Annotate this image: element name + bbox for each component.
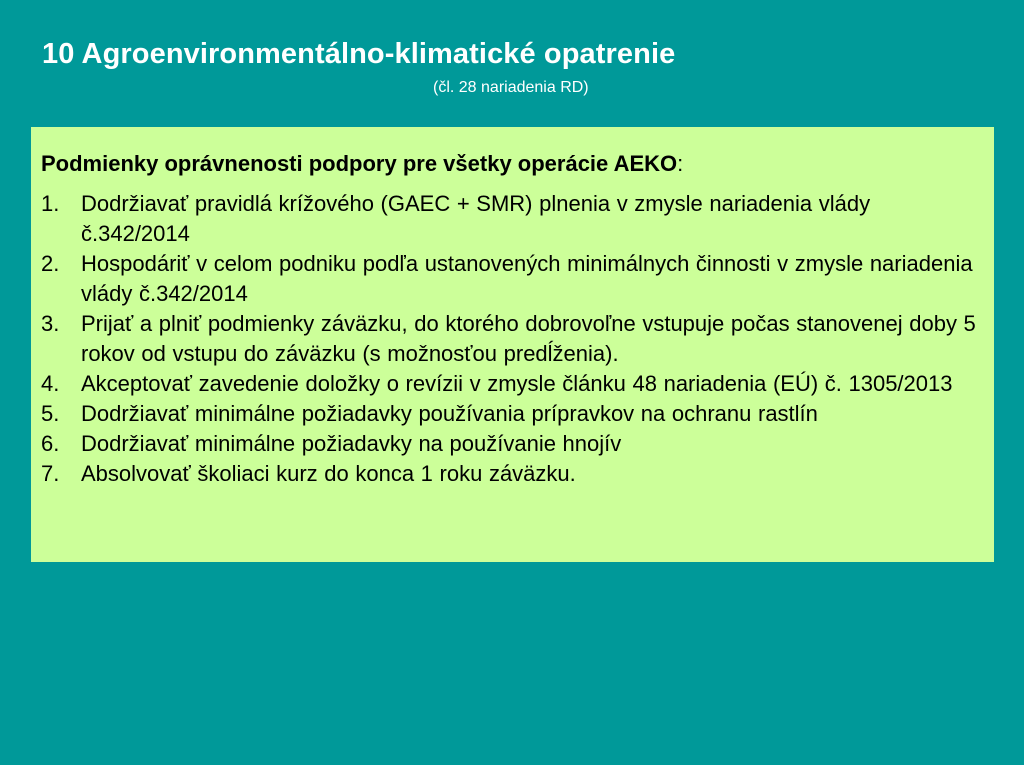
condition-number: 2. [41,251,60,276]
conditions-heading-colon: : [677,151,684,176]
conditions-heading [41,149,976,178]
condition-item-7 [41,459,976,489]
condition-item-6 [41,429,976,459]
condition-text: Dodržiavať minimálne požiadavky používania prípravkov na ochranu rastlín [81,401,818,426]
condition-item-4 [41,369,976,399]
condition-text: Absolvovať školiaci kurz do konca 1 roku záväzku. [81,461,576,486]
condition-item-3 [41,309,976,369]
condition-text: Prijať a plniť podmienky záväzku, do ktorého dobrovoľne vstupuje počas stanovenej doby 5 rokov od vstupu do záväzku (s možnosťou predĺženia). [81,311,976,366]
conditions-heading-text: Podmienky oprávnenosti podpory pre všetky operácie AEKO [41,151,678,176]
slide-subtitle: (čl. 28 nariadenia RD) [433,79,589,96]
condition-text: Dodržiavať pravidlá krížového (GAEC + SMR) plnenia v zmysle nariadenia vlády č.342/2014 [81,191,871,246]
condition-number: 1. [41,191,60,216]
condition-text: Hospodáriť v celom podniku podľa ustanovených minimálnych činnosti v zmysle nariadenia vlády č.342/2014 [81,251,973,306]
conditions-list [41,189,976,489]
condition-number: 3. [41,311,60,336]
condition-item-5 [41,399,976,429]
condition-item-2 [41,249,976,309]
conditions-box [31,127,994,562]
slide-title: 10 Agroenvironmentálno-klimatické opatrenie [42,38,676,70]
condition-number: 4. [41,371,60,396]
condition-item-1 [41,189,976,249]
condition-text: Dodržiavať minimálne požiadavky na používanie hnojív [81,431,622,456]
condition-number: 7. [41,461,60,486]
condition-number: 6. [41,431,60,456]
condition-number: 5. [41,401,60,426]
condition-text: Akceptovať zavedenie doložky o revízii v zmysle článku 48 nariadenia (EÚ) č. 1305/2013 [81,371,953,396]
